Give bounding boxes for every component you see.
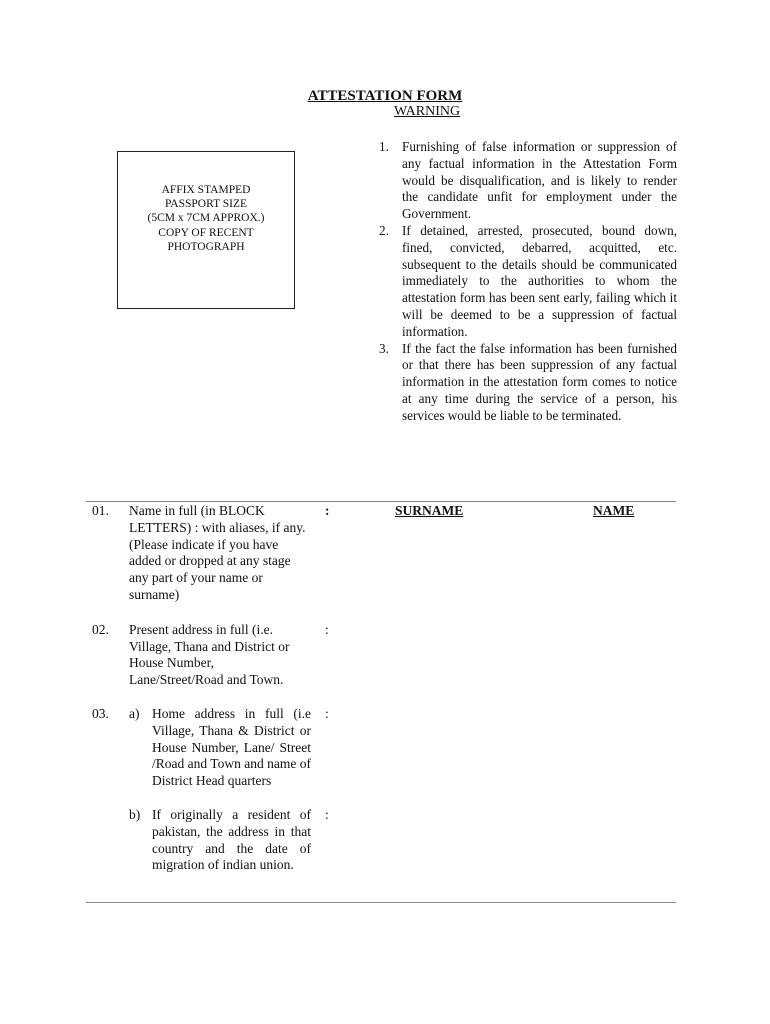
photo-line: PASSPORT SIZE	[164, 198, 248, 211]
field-label-name: Name in full (in BLOCK LETTERS) : with aliases, if any.(Please indicate if you have added or dropped at any stage any part of your name or surname)	[129, 503, 306, 602]
sub-item-letter: b)	[129, 806, 141, 822]
photo-instructions	[118, 183, 294, 254]
warning-item	[375, 341, 677, 425]
warning-text: If the fact the false information has been furnished or that there has been suppression of any factual information in the attestation form comes to notice at any time during the service of a person, his services would be liable to be terminated.	[402, 340, 677, 423]
field-row-pakistan-address	[86, 807, 676, 874]
field-label-home-address: Home address in full (i.e Village, Thana & District or House Number, Lane/ Street /Road and Town and name of District Head quarters	[152, 705, 311, 789]
field-number: 01.	[92, 503, 109, 518]
photo-line: (5CM x 7CM APPROX.)	[147, 212, 265, 225]
warning-text: Furnishing of false information or suppression of any factual information in the Attestation Form would be disqualification, and is likely to render the candidate unfit for employment under the Government.	[402, 139, 677, 222]
sub-item-home-address	[129, 706, 676, 790]
name-column-heading: NAME	[593, 503, 635, 518]
warning-number: 1.	[379, 139, 389, 154]
form-fields	[86, 503, 676, 874]
warning-item	[375, 223, 677, 341]
warning-item	[375, 139, 677, 223]
surname-column-heading: SURNAME	[395, 503, 464, 518]
warning-number: 3.	[379, 340, 389, 356]
warning-text: If detained, arrested, prosecuted, bound down, fined, convicted, debarred, acquitted, etc. subsequent to the details should be communicated immediately to the authorities to whom the attestation form has been sent early, failing which it will be deemed to be a suppression of factual information.	[402, 222, 677, 339]
field-label-present-address: Present address in full (i.e. Village, Thana and District or House Number, Lane/Street/Road and Town.	[129, 621, 290, 688]
field-row-home-address	[86, 706, 676, 790]
field-row-name	[86, 503, 676, 604]
field-row-present-address	[86, 622, 676, 689]
form-title: ATTESTATION FORM	[307, 88, 463, 104]
field-number: 03.	[92, 705, 109, 721]
sub-item-pakistan-address	[129, 807, 676, 874]
field-number: 02.	[92, 621, 109, 637]
photo-line: PHOTOGRAPH	[167, 240, 245, 253]
top-divider	[86, 501, 676, 502]
field-colon: :	[325, 806, 329, 822]
warning-list	[375, 139, 677, 425]
warning-number: 2.	[379, 222, 389, 238]
sub-item-letter: a)	[129, 705, 140, 721]
field-colon: :	[325, 503, 330, 518]
photo-placeholder-box[interactable]	[117, 151, 295, 309]
photo-line: COPY OF RECENT	[158, 226, 254, 239]
warning-heading: WARNING	[394, 104, 461, 119]
field-label-pakistan-address: If originally a resident of pakistan, the address in that country and the date of migration of indian union.	[152, 806, 311, 873]
field-colon: :	[325, 621, 329, 637]
photo-line: AFFIX STAMPED	[161, 184, 251, 196]
bottom-divider	[86, 902, 676, 903]
field-colon: :	[325, 705, 329, 721]
